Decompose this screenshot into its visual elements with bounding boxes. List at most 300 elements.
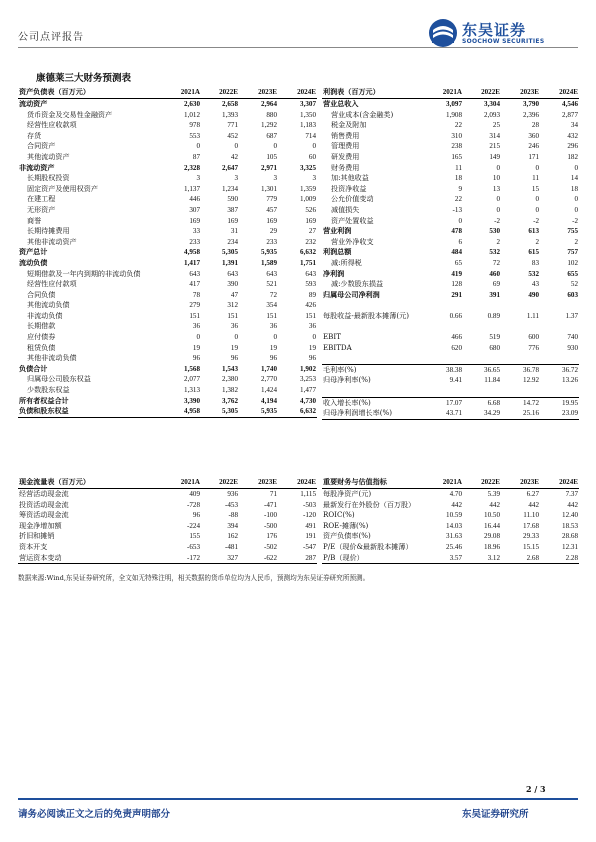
value-cell: 327 <box>201 553 239 564</box>
row-label: 负债和股东权益 <box>18 406 161 417</box>
table-row <box>18 110 317 121</box>
value-cell: 171 <box>528 152 539 161</box>
table-row <box>18 374 317 385</box>
value-cell: 9 <box>458 184 462 193</box>
value-cell: 12.31 <box>562 542 578 551</box>
table-row <box>18 258 317 269</box>
value-cell: 0 <box>574 163 578 172</box>
value-cell: 0.66 <box>449 311 462 320</box>
value-cell: 3 <box>273 174 277 183</box>
table-row <box>18 406 317 417</box>
value-cell <box>463 300 501 311</box>
table-row <box>322 237 579 248</box>
table-row <box>322 553 579 564</box>
value-cell: 620 <box>451 343 462 352</box>
row-label: 营业成本(含金融类) <box>331 109 394 119</box>
value-cell: 36 <box>269 322 277 331</box>
value-cell: 3.57 <box>425 553 463 564</box>
row-label: 营业外净收支 <box>331 236 374 246</box>
disclaimer-note: 请务必阅读正文之后的免责声明部分 <box>18 809 171 820</box>
value-cell: 1,313 <box>184 386 200 395</box>
table-row <box>18 290 317 301</box>
value-cell: 776 <box>528 343 539 352</box>
table-row <box>18 279 317 290</box>
value-cell: 165 <box>451 152 462 161</box>
value-cell: 0 <box>312 142 316 151</box>
table-row <box>322 269 579 280</box>
value-cell: 310 <box>451 131 462 140</box>
row-label: 长期待摊费用 <box>27 226 70 236</box>
value-cell: 96 <box>269 354 277 363</box>
row-label: 管理费用 <box>331 141 360 151</box>
value-cell: 291 <box>451 290 462 299</box>
table-header-row <box>18 476 317 489</box>
year-header-cell: 2022E <box>463 86 501 99</box>
table-row <box>322 258 579 269</box>
value-cell: 2.68 <box>501 553 540 564</box>
value-cell: 312 <box>227 301 238 310</box>
value-cell: 2,971 <box>261 163 277 172</box>
table-row <box>322 531 579 542</box>
year-header-cell: 2023E <box>501 86 540 99</box>
value-cell: 31 <box>230 227 238 236</box>
value-cell: 1,012 <box>184 110 200 119</box>
value-cell: 1,589 <box>261 258 277 267</box>
value-cell: 417 <box>189 280 200 289</box>
row-label: 经营活动现金流 <box>19 489 69 498</box>
value-cell: -481 <box>224 542 238 551</box>
value-cell: 36 <box>308 322 316 331</box>
value-cell: 0 <box>496 163 500 172</box>
value-cell: 1,417 <box>184 258 200 267</box>
value-cell: 426 <box>305 301 316 310</box>
value-cell: 19 <box>308 343 316 352</box>
table-row <box>322 321 579 332</box>
value-cell: 643 <box>189 269 200 278</box>
value-cell: 11.10 <box>523 511 539 520</box>
table-row <box>322 397 579 408</box>
value-cell: 25 <box>492 121 500 130</box>
value-cell <box>540 353 579 364</box>
table-row <box>18 364 317 375</box>
value-cell: 779 <box>266 195 277 204</box>
value-cell: -100 <box>263 511 277 520</box>
brand-logo-icon <box>428 18 458 48</box>
institute-name: 东吴证券研究所 <box>462 809 529 820</box>
value-cell: 9.41 <box>449 376 462 385</box>
row-label: 短期借款及一年内到期的非流动负债 <box>27 268 141 278</box>
table-row <box>18 521 317 532</box>
table-row <box>18 311 317 322</box>
value-cell: 22 <box>454 195 462 204</box>
value-cell: 491 <box>305 521 316 530</box>
value-cell: 314 <box>489 131 500 140</box>
table-row <box>322 163 579 174</box>
year-header-cell: 2023E <box>501 476 540 489</box>
row-label: 现金净增加额 <box>19 520 62 530</box>
value-cell: 432 <box>567 131 578 140</box>
value-cell: 880 <box>266 110 277 119</box>
value-cell: 18.53 <box>562 521 578 530</box>
value-cell: 34.29 <box>463 408 501 419</box>
table-row <box>18 163 317 174</box>
year-header-cell: 2022E <box>201 476 239 489</box>
year-header-cell: 2024E <box>278 476 317 489</box>
value-cell: 2,658 <box>222 100 238 108</box>
value-cell: 1,902 <box>300 364 316 373</box>
value-cell: 151 <box>305 311 316 320</box>
row-label: 归属母公司股东权益 <box>27 374 91 384</box>
value-cell: 16.44 <box>484 521 500 530</box>
value-cell: 2 <box>496 237 500 246</box>
value-cell: 687 <box>266 131 277 140</box>
table-row <box>322 386 579 397</box>
value-cell: 643 <box>266 269 277 278</box>
value-cell: 78 <box>192 290 200 299</box>
row-label: P/E（现价&最新股本摊薄） <box>323 541 413 551</box>
table-row <box>322 300 579 311</box>
table-row <box>322 141 579 152</box>
value-cell: 1,137 <box>184 184 200 193</box>
value-cell: 1,009 <box>300 195 316 204</box>
table-row <box>322 131 579 142</box>
row-label: 其他非流动负债 <box>27 353 77 363</box>
value-cell: 532 <box>489 248 500 257</box>
value-cell: 1,301 <box>261 184 277 193</box>
value-cell: 279 <box>189 301 200 310</box>
table-row <box>18 269 317 280</box>
row-label: 货币资金及交易性金融资产 <box>27 109 113 119</box>
row-label: 折旧和摊销 <box>19 531 55 541</box>
value-cell: 19 <box>230 343 238 352</box>
value-cell: 5,305 <box>201 406 239 417</box>
value-cell: 3,097 <box>446 100 462 108</box>
value-cell: 521 <box>266 280 277 289</box>
value-cell: 232 <box>305 237 316 246</box>
value-cell: 34 <box>570 121 578 130</box>
value-cell: 169 <box>305 216 316 225</box>
table-row <box>18 120 317 131</box>
value-cell: 43 <box>531 280 539 289</box>
table-row <box>18 510 317 521</box>
value-cell: 14.72 <box>501 397 540 408</box>
value-cell: 615 <box>528 248 539 257</box>
year-header-cell: 2024E <box>540 476 579 489</box>
table-row <box>322 194 579 205</box>
value-cell <box>463 386 501 397</box>
value-cell: 102 <box>567 258 578 267</box>
value-cell: 1,908 <box>446 110 462 119</box>
value-cell: 387 <box>227 205 238 214</box>
value-cell: 169 <box>266 216 277 225</box>
row-label: 归属母公司净利润 <box>323 289 380 299</box>
value-cell: -2 <box>494 216 500 225</box>
row-label: 租赁负债 <box>27 342 56 352</box>
table-title-cell: 利润表（百万元） <box>322 86 425 99</box>
table-row <box>18 99 317 110</box>
header-divider <box>18 47 578 48</box>
value-cell: 457 <box>266 205 277 214</box>
value-cell: 394 <box>227 521 238 530</box>
row-label: 加:其他收益 <box>331 173 369 183</box>
value-cell <box>463 321 501 332</box>
value-cell: 419 <box>451 269 462 278</box>
value-cell: 771 <box>227 121 238 130</box>
value-cell: 0 <box>273 333 277 342</box>
table-header-row <box>18 86 317 99</box>
value-cell: 1,359 <box>300 184 316 193</box>
row-label: 非流动负债 <box>27 310 63 320</box>
value-cell: 655 <box>567 269 578 278</box>
value-cell: 0 <box>496 205 500 214</box>
row-label: 减:少数股东损益 <box>331 279 384 289</box>
value-cell: 0 <box>273 142 277 151</box>
row-label: 投资活动现金流 <box>19 499 69 509</box>
value-cell: 2,093 <box>484 110 500 119</box>
value-cell: 72 <box>492 258 500 267</box>
row-label: 利润总额 <box>323 247 352 257</box>
value-cell: 215 <box>489 142 500 151</box>
value-cell: 2,396 <box>523 110 539 119</box>
value-cell: 169 <box>189 216 200 225</box>
table-title-cell: 资产负债表（百万元） <box>18 86 161 99</box>
value-cell: 5,935 <box>239 406 278 417</box>
value-cell: 19 <box>192 343 200 352</box>
value-cell: 643 <box>227 269 238 278</box>
row-label <box>322 386 425 397</box>
value-cell: 2,077 <box>184 375 200 384</box>
table-row <box>18 300 317 311</box>
value-cell: 3 <box>196 174 200 183</box>
table-row <box>322 510 579 521</box>
value-cell: 593 <box>305 280 316 289</box>
value-cell: 33 <box>192 227 200 236</box>
value-cell: 43.71 <box>425 408 463 419</box>
row-label: 减:所得税 <box>331 257 362 267</box>
value-cell: 5,305 <box>222 248 238 257</box>
table-row <box>322 184 579 195</box>
row-label: 商誉 <box>27 215 42 225</box>
value-cell: 0 <box>234 142 238 151</box>
value-cell: 930 <box>567 343 578 352</box>
value-cell: 442 <box>451 500 462 509</box>
value-cell: 11 <box>455 163 462 172</box>
table-row <box>322 332 579 343</box>
value-cell: -653 <box>186 542 200 551</box>
value-cell: 2 <box>574 237 578 246</box>
value-cell: 15.15 <box>523 542 539 551</box>
table-row <box>18 343 317 354</box>
year-header-cell: 2021A <box>161 476 201 489</box>
value-cell: 23.09 <box>540 408 579 419</box>
table-row <box>18 353 317 364</box>
table-row <box>322 521 579 532</box>
row-label: 资产负债率(%) <box>323 531 371 541</box>
value-cell: 755 <box>567 227 578 236</box>
row-label: 最新发行在外股份（百万股） <box>323 499 416 509</box>
value-cell: 4,958 <box>161 406 201 417</box>
table-row <box>322 290 579 301</box>
value-cell: 36 <box>192 322 200 331</box>
value-cell: 18 <box>570 184 578 193</box>
year-header-cell: 2023E <box>239 86 278 99</box>
value-cell: 19 <box>269 343 277 352</box>
table-row <box>322 173 579 184</box>
value-cell: 643 <box>305 269 316 278</box>
value-cell: 5.39 <box>487 490 500 498</box>
value-cell: 3,304 <box>484 100 500 108</box>
value-cell: 17.07 <box>425 397 463 408</box>
value-cell: -453 <box>224 500 238 509</box>
table-row <box>322 152 579 163</box>
row-label: 资产总计 <box>19 247 48 257</box>
value-cell: 13 <box>492 184 500 193</box>
table-row <box>18 131 317 142</box>
value-cell: 2,770 <box>261 375 277 384</box>
value-cell: 12.40 <box>562 511 578 520</box>
page-number: 2 / 3 <box>526 784 546 794</box>
brand-logo <box>428 18 578 48</box>
value-cell: 390 <box>227 280 238 289</box>
value-cell: 36.78 <box>501 364 540 375</box>
value-cell: 128 <box>451 280 462 289</box>
value-cell: 0 <box>535 163 539 172</box>
value-cell: 10.59 <box>446 511 462 520</box>
value-cell <box>501 300 540 311</box>
value-cell: 354 <box>266 301 277 310</box>
value-cell: -13 <box>452 205 462 214</box>
row-label <box>322 321 425 332</box>
page-title: 康德莱三大财务预测表 <box>36 73 132 84</box>
value-cell: 2 <box>535 237 539 246</box>
value-cell: 442 <box>567 500 578 509</box>
value-cell: 10 <box>492 174 500 183</box>
row-label: 资产处置收益 <box>331 215 374 225</box>
value-cell: 442 <box>528 500 539 509</box>
value-cell: 6.68 <box>463 397 501 408</box>
table-row <box>18 205 317 216</box>
value-cell: 1.37 <box>565 311 578 320</box>
value-cell: 519 <box>489 333 500 342</box>
value-cell: 1,183 <box>300 121 316 130</box>
value-cell: 2,964 <box>261 100 277 108</box>
value-cell: 4.70 <box>449 490 462 498</box>
row-label: 负债合计 <box>19 363 48 373</box>
value-cell: 532 <box>528 269 539 278</box>
value-cell: 151 <box>227 311 238 320</box>
doc-type-label: 公司点评报告 <box>18 32 84 43</box>
value-cell: 2,630 <box>184 100 200 108</box>
value-cell: 409 <box>189 490 200 498</box>
value-cell: 151 <box>189 311 200 320</box>
value-cell <box>540 386 579 397</box>
table-row <box>18 500 317 511</box>
value-cell: 155 <box>189 532 200 541</box>
value-cell: 3,253 <box>300 375 316 384</box>
table-row <box>18 321 317 332</box>
value-cell: 3,390 <box>184 396 200 405</box>
value-cell: 1,751 <box>300 258 316 267</box>
balance-sheet-table <box>18 86 317 418</box>
value-cell: 478 <box>451 227 462 236</box>
value-cell: 96 <box>308 354 316 363</box>
value-cell: -2 <box>533 216 539 225</box>
income-statement-table <box>322 86 579 420</box>
row-label: 无形资产 <box>27 204 56 214</box>
row-label: 税金及附加 <box>331 120 367 130</box>
value-cell: 72 <box>269 290 277 299</box>
value-cell: 391 <box>489 290 500 299</box>
table-row <box>322 500 579 511</box>
value-cell: 234 <box>227 237 238 246</box>
row-label: 在建工程 <box>27 194 56 204</box>
value-cell: 83 <box>531 258 539 267</box>
value-cell: 0 <box>312 333 316 342</box>
table-row <box>18 141 317 152</box>
row-label: 收入增长率(%) <box>322 397 425 408</box>
value-cell: 96 <box>192 511 200 520</box>
value-cell: 233 <box>189 237 200 246</box>
value-cell: 11.84 <box>484 376 500 385</box>
table-row <box>322 375 579 386</box>
value-cell: 452 <box>227 131 238 140</box>
row-label: 毛利率(%) <box>322 364 425 375</box>
value-cell: 38.38 <box>425 364 463 375</box>
value-cell: 28.68 <box>562 532 578 541</box>
value-cell: 4,194 <box>261 396 277 405</box>
row-label: 其他非流动资产 <box>27 236 77 246</box>
value-cell: 1,477 <box>300 386 316 395</box>
value-cell: 978 <box>189 121 200 130</box>
value-cell: 233 <box>266 237 277 246</box>
table-row <box>18 531 317 542</box>
table-row <box>18 542 317 553</box>
year-header-cell: 2023E <box>239 476 278 489</box>
year-header-cell: 2022E <box>201 86 239 99</box>
table-row <box>18 152 317 163</box>
table-row <box>18 247 317 258</box>
table-row <box>18 173 317 184</box>
year-header-cell: 2022E <box>463 476 501 489</box>
row-label: 长期股权投资 <box>27 173 70 183</box>
row-label: 每股收益-最新股本摊薄(元) <box>323 310 409 320</box>
value-cell: -547 <box>302 542 316 551</box>
year-header-cell: 2021A <box>161 86 201 99</box>
table-row <box>322 311 579 322</box>
value-cell: 3,325 <box>300 163 316 172</box>
table-title-cell: 重要财务与估值指标 <box>322 476 425 489</box>
row-label: P/B（现价） <box>322 553 425 564</box>
value-cell: 89 <box>308 290 316 299</box>
table-header-row <box>322 476 579 489</box>
value-cell: 1,292 <box>261 121 277 130</box>
value-cell: 18 <box>454 174 462 183</box>
value-cell <box>501 386 540 397</box>
value-cell: 27 <box>308 227 316 236</box>
row-label: 归母净利率(%) <box>323 375 371 385</box>
row-label: 资本开支 <box>19 541 48 551</box>
value-cell: 680 <box>489 343 500 352</box>
value-cell: 4,730 <box>300 396 316 405</box>
value-cell: 7.37 <box>565 490 578 498</box>
value-cell: 162 <box>227 532 238 541</box>
value-cell: 0 <box>535 195 539 204</box>
value-cell: 105 <box>266 152 277 161</box>
value-cell: 714 <box>305 131 316 140</box>
value-cell: 12.92 <box>523 376 539 385</box>
value-cell: 3 <box>234 174 238 183</box>
value-cell: 1,424 <box>261 386 277 395</box>
